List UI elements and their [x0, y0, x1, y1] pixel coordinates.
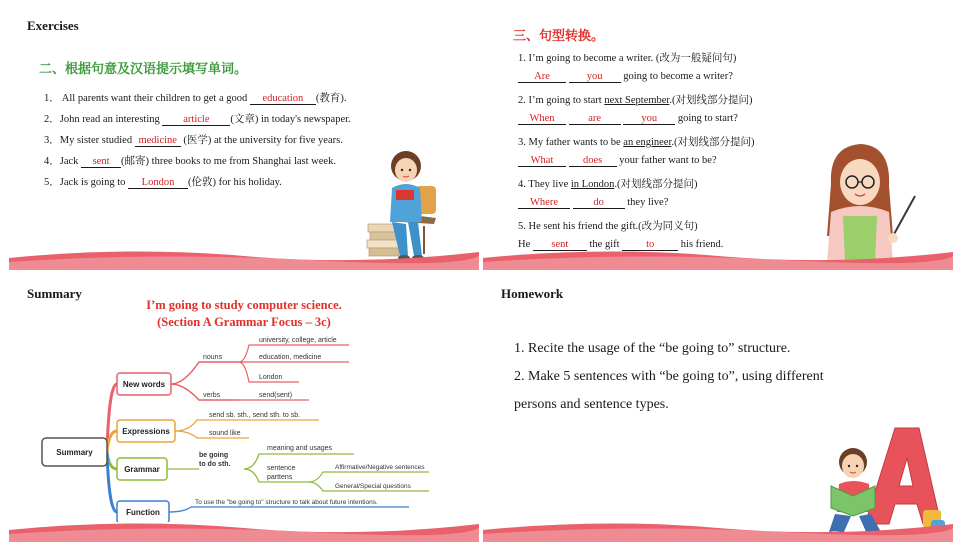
- lesson-title: I’m going to study computer science.: [146, 298, 342, 312]
- answer-blank: London: [128, 177, 188, 189]
- exercise-item-2: 2．John read an interesting article (文章) in today's newspaper.: [44, 114, 351, 125]
- noun-item: university, college, article: [259, 337, 337, 344]
- homework-item-2: 2. Make 5 sentences with “be going to”, using different: [514, 369, 824, 384]
- new-words-label: New words: [122, 380, 166, 389]
- exercise-item-3: 3．My sister studied medicine (医学) at the university for five years.: [44, 135, 343, 146]
- function-label: Function: [126, 508, 160, 517]
- decorative-wave: [9, 244, 479, 270]
- answer-blank: sent: [81, 156, 121, 168]
- decorative-wave: [483, 516, 953, 542]
- be-going-label-2: to do sth.: [199, 461, 231, 468]
- lesson-subtitle: (Section A Grammar Focus – 3c): [157, 315, 331, 329]
- noun-item: London: [259, 374, 283, 381]
- meaning-label: meaning and usages: [267, 445, 332, 452]
- expression-item: send sb. sth., send sth. to sb.: [209, 412, 301, 419]
- answer-blank: education: [250, 93, 316, 105]
- pattern-item: Affirmative/Negative sentences: [335, 464, 425, 471]
- exercise-item-5: 5．Jack is going to London (伦敦) for his holiday.: [44, 177, 282, 188]
- sentence-transform-slide: [483, 8, 953, 270]
- be-going-label-1: be going: [199, 452, 229, 459]
- answer-blank: medicine: [135, 135, 181, 147]
- homework-item-1: 1. Recite the usage of the “be going to” structure.: [514, 341, 791, 356]
- question-2: 2. I’m going to start next September.(对划线部分提问): [518, 95, 753, 106]
- decorative-wave: [9, 516, 479, 542]
- homework-slide: [483, 280, 953, 542]
- verb-item: send(sent): [259, 392, 293, 399]
- slide-heading: Homework: [501, 286, 564, 301]
- question-4: 4. They live in London.(对划线部分提问): [518, 179, 698, 190]
- decorative-wave: [483, 244, 953, 270]
- section-title: 三、句型转换。: [513, 29, 605, 44]
- function-item: To use the "be going to" structure to talk about future intentions.: [195, 499, 378, 506]
- patterns-label-2: parttens: [267, 474, 293, 481]
- question-1: 1. I’m going to become a writer. (改为一般疑问句): [518, 53, 737, 64]
- root-node-label: Summary: [56, 448, 93, 457]
- expression-item: sound like: [209, 430, 241, 437]
- question-5: 5. He sent his friend the gift.(改为同义句): [518, 221, 698, 232]
- section-title: 二、根据句意及汉语提示填写单词。: [39, 62, 248, 77]
- answer-2: When are you going to start?: [518, 113, 738, 125]
- exercise-item-1: 1． All parents want their children to get a good education (教育).: [44, 93, 347, 104]
- noun-item: education, medicine: [259, 354, 322, 361]
- answer-4: Where do they live?: [518, 197, 668, 209]
- slide-heading: Summary: [27, 286, 82, 301]
- letter-a: A: [906, 493, 908, 495]
- nouns-label: nouns: [203, 354, 223, 361]
- question-3: 3. My father wants to be an engineer.(对划线部分提问): [518, 137, 755, 148]
- homework-item-2-cont: persons and sentence types.: [514, 397, 669, 412]
- patterns-label-1: sentence: [267, 465, 296, 472]
- answer-3: What does your father want to be?: [518, 155, 717, 167]
- summary-slide: [9, 280, 479, 542]
- summary-mindmap: [9, 330, 479, 522]
- slide-heading: Exercises: [27, 18, 79, 33]
- verbs-label: verbs: [203, 392, 221, 399]
- pattern-item: General/Special questions: [335, 483, 411, 490]
- exercises-slide: [9, 8, 479, 270]
- grammar-label: Grammar: [124, 465, 160, 474]
- exercise-item-4: 4．Jack sent (邮寄) three books to me from Shanghai last week.: [44, 156, 336, 167]
- answer-1: Are you going to become a writer?: [518, 71, 733, 83]
- answer-blank: article: [162, 114, 230, 126]
- answer-5: He sent the gift to his friend.: [518, 239, 724, 250]
- expressions-label: Expressions: [122, 427, 170, 436]
